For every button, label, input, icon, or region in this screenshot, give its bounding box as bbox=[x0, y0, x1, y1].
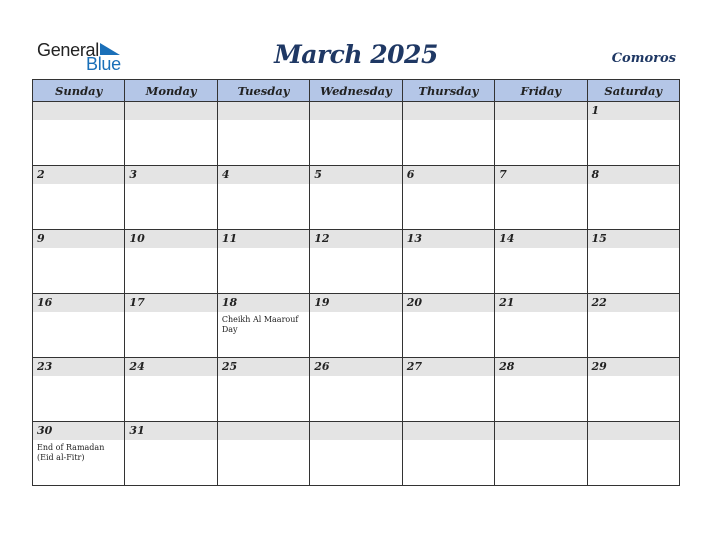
week-row bbox=[33, 166, 680, 230]
day-cell bbox=[125, 294, 217, 358]
day-cell bbox=[33, 230, 125, 294]
day-cell bbox=[587, 166, 679, 230]
day-number-bar bbox=[403, 422, 494, 440]
day-number: 8 bbox=[591, 168, 600, 181]
day-number: 16 bbox=[37, 296, 53, 309]
country-name: Comoros bbox=[611, 51, 676, 66]
day-number: 21 bbox=[499, 296, 515, 309]
day-cell bbox=[495, 166, 587, 230]
day-cell bbox=[217, 166, 309, 230]
day-cell bbox=[310, 230, 402, 294]
day-cell bbox=[495, 358, 587, 422]
day-number-bar bbox=[495, 102, 586, 120]
day-cell bbox=[310, 294, 402, 358]
calendar-title: March 2025 bbox=[274, 40, 438, 69]
day-number-bar bbox=[310, 422, 401, 440]
day-number: 17 bbox=[129, 296, 145, 309]
day-cell bbox=[217, 294, 309, 358]
day-cell bbox=[402, 294, 494, 358]
logo-word-general: General bbox=[37, 40, 99, 60]
day-cell bbox=[33, 358, 125, 422]
day-number-bar bbox=[33, 166, 124, 184]
day-number: 19 bbox=[314, 296, 330, 309]
day-cell bbox=[402, 422, 494, 486]
holiday-label: Cheikh Al Maarouf Day bbox=[221, 315, 299, 334]
day-number: 27 bbox=[406, 360, 422, 373]
day-number: 13 bbox=[406, 232, 422, 245]
day-number: 10 bbox=[129, 232, 145, 245]
day-cell bbox=[217, 358, 309, 422]
day-number: 4 bbox=[221, 168, 230, 181]
day-number: 2 bbox=[37, 168, 45, 181]
weekday-header-row bbox=[33, 80, 680, 102]
day-cell bbox=[125, 422, 217, 486]
day-number: 1 bbox=[591, 104, 600, 117]
week-row bbox=[33, 294, 680, 358]
day-number: 9 bbox=[37, 232, 45, 245]
weekday-header: Wednesday bbox=[310, 80, 402, 102]
day-number: 18 bbox=[221, 296, 238, 309]
day-number: 26 bbox=[314, 360, 330, 373]
day-cell bbox=[33, 294, 125, 358]
day-number: 5 bbox=[314, 168, 322, 181]
week-row bbox=[33, 358, 680, 422]
day-number: 23 bbox=[37, 360, 53, 373]
day-cell bbox=[495, 422, 587, 486]
weekday-header: Friday bbox=[495, 80, 587, 102]
day-cell bbox=[402, 102, 494, 166]
day-number: 31 bbox=[129, 424, 145, 437]
day-cell bbox=[217, 422, 309, 486]
day-cell bbox=[310, 166, 402, 230]
day-number-bar bbox=[403, 102, 494, 120]
week-row bbox=[33, 102, 680, 166]
day-number: 6 bbox=[406, 168, 415, 181]
day-cell bbox=[125, 102, 217, 166]
day-cell bbox=[33, 102, 125, 166]
day-number-bar bbox=[310, 102, 401, 120]
day-cell bbox=[402, 358, 494, 422]
day-number: 14 bbox=[499, 232, 515, 245]
day-cell bbox=[310, 102, 402, 166]
weekday-header: Sunday bbox=[33, 80, 125, 102]
day-number: 15 bbox=[591, 232, 607, 245]
month-calendar bbox=[32, 79, 680, 486]
day-number: 7 bbox=[499, 168, 507, 181]
day-cell bbox=[587, 230, 679, 294]
day-cell bbox=[125, 230, 217, 294]
day-number-bar bbox=[588, 102, 679, 120]
day-cell bbox=[310, 422, 402, 486]
day-cell bbox=[402, 166, 494, 230]
day-cell bbox=[495, 294, 587, 358]
day-number-bar bbox=[33, 102, 124, 120]
day-cell bbox=[310, 358, 402, 422]
day-number: 28 bbox=[499, 360, 515, 373]
day-number: 24 bbox=[129, 360, 145, 373]
day-number: 30 bbox=[37, 424, 53, 437]
day-number-bar bbox=[33, 230, 124, 248]
weekday-header: Tuesday bbox=[217, 80, 309, 102]
day-number-bar bbox=[588, 422, 679, 440]
day-number-bar bbox=[125, 102, 216, 120]
day-number-bar bbox=[218, 102, 309, 120]
day-number-bar bbox=[588, 166, 679, 184]
day-cell bbox=[587, 422, 679, 486]
day-number-bar bbox=[403, 166, 494, 184]
day-number: 20 bbox=[406, 296, 422, 309]
day-number-bar bbox=[125, 166, 216, 184]
day-cell bbox=[587, 358, 679, 422]
day-cell bbox=[495, 230, 587, 294]
day-number-bar bbox=[310, 166, 401, 184]
day-cell bbox=[587, 102, 679, 166]
day-cell bbox=[33, 422, 125, 486]
day-number-bar bbox=[218, 166, 309, 184]
day-number-bar bbox=[495, 422, 586, 440]
day-number-bar bbox=[495, 166, 586, 184]
day-number: 11 bbox=[221, 232, 238, 245]
day-cell bbox=[402, 230, 494, 294]
week-row bbox=[33, 230, 680, 294]
day-cell bbox=[125, 166, 217, 230]
day-cell bbox=[33, 166, 125, 230]
day-cell bbox=[217, 102, 309, 166]
holiday-label: End of Ramadan (Eid al-Fitr) bbox=[37, 443, 105, 462]
day-number: 25 bbox=[221, 360, 238, 373]
day-cell bbox=[495, 102, 587, 166]
day-number: 3 bbox=[129, 168, 138, 181]
day-number: 12 bbox=[314, 232, 330, 245]
day-number-bar bbox=[218, 422, 309, 440]
weekday-header: Saturday bbox=[587, 80, 679, 102]
day-cell bbox=[125, 358, 217, 422]
day-number: 22 bbox=[591, 296, 607, 309]
week-row bbox=[33, 422, 680, 486]
day-cell bbox=[587, 294, 679, 358]
logo-word-blue: Blue bbox=[86, 54, 121, 74]
weekday-header: Monday bbox=[125, 80, 217, 102]
weekday-header: Thursday bbox=[402, 80, 494, 102]
day-number: 29 bbox=[591, 360, 607, 373]
day-cell bbox=[217, 230, 309, 294]
